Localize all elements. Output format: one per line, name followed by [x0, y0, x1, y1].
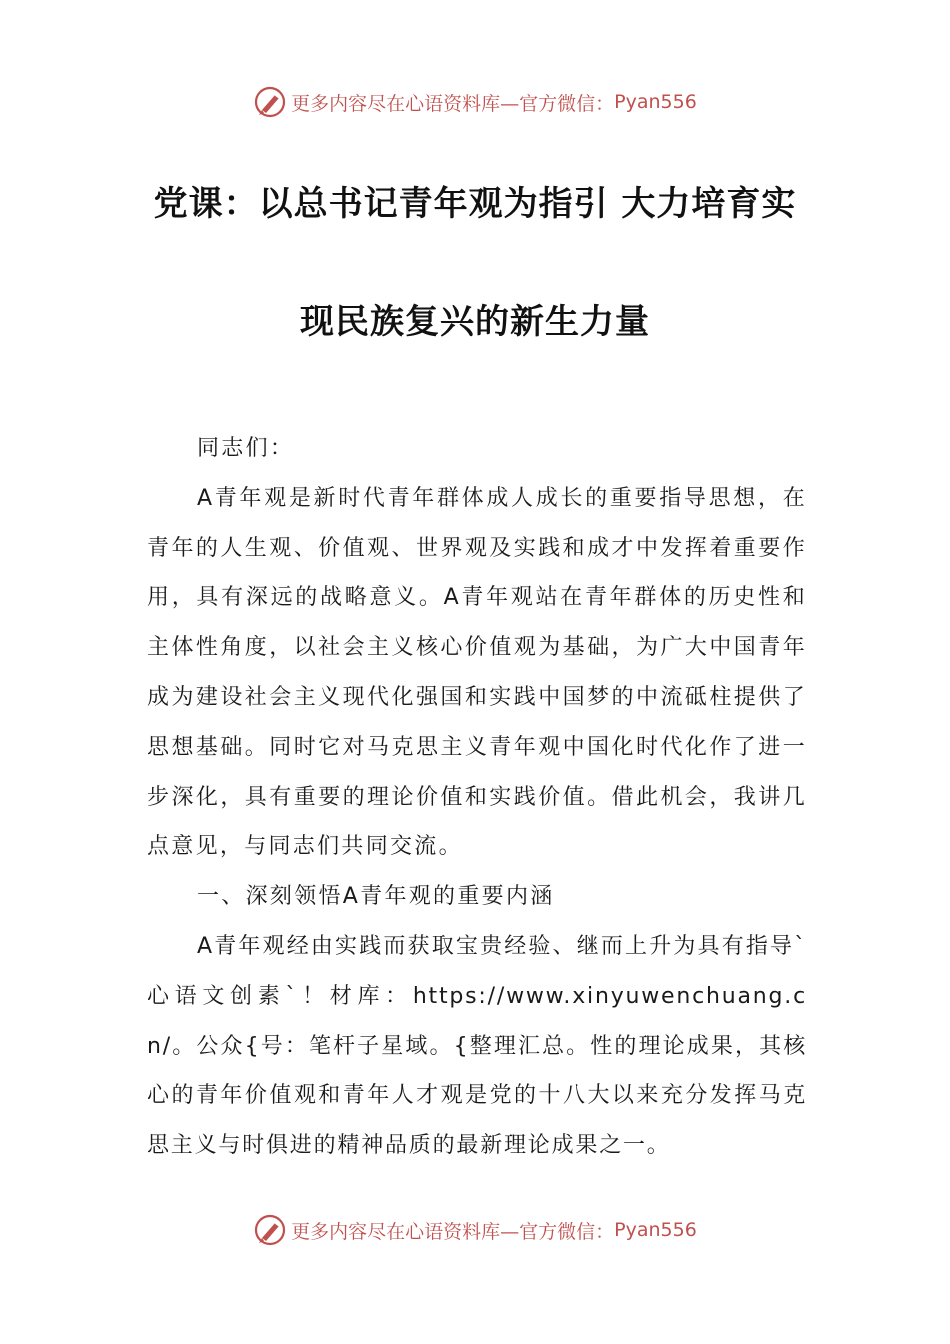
- pen-nib-logo-icon: [253, 85, 287, 119]
- document-title-line-2: 现民族复兴的新生力量: [300, 302, 650, 342]
- banner-text: 更多内容尽在心语资料库—官方微信：: [291, 92, 615, 115]
- paragraph-intro: A青年观是新时代青年群体成人成长的重要指导思想，在青年的人生观、价值观、世界观及实践和成才中发挥着重要作用，具有深远的战略意义。A青年观站在青年群体的历史性和主体性角度，以社会主义核心价值观为基础，为广大中国青年成为建设社会主义现代化强国和实践中国梦的中流砥柱提供了思想基础。同时它对马克思主义青年观中国化时代化作了进一步深化，具有重要的理论价值和实践价值。借此机会，我讲几点意见，与同志们共同交流。: [147, 485, 807, 860]
- banner-wechat-handle: Pyan556: [614, 1219, 697, 1241]
- document-body: [147, 424, 807, 1171]
- footer-banner: [0, 1210, 950, 1250]
- document-title-line-1: 党课：以总书记青年观为指引 大力培育实: [153, 184, 797, 224]
- header-banner: [0, 82, 950, 122]
- banner-text: 更多内容尽在心语资料库—官方微信：: [291, 1220, 615, 1243]
- paragraph-greeting: 同志们：: [197, 436, 295, 461]
- banner-wechat-handle: Pyan556: [614, 91, 697, 113]
- section-heading: 一、深刻领悟A青年观的重要内涵: [197, 884, 555, 910]
- paragraph-section-body: A青年观经由实践而获取宝贵经验、继而上升为具有指导`心语文创素`！材库：https://www.xinyuwenchuang.cn/。公众{号：笔杆子星域。{整理汇总。性的理论成果，其核心的青年价值观和青年人才观是党的十八大以来充分发挥马克思主义与时俱进的精神品质的最新理论成果之一。: [147, 933, 807, 1159]
- pen-nib-logo-icon: [253, 1213, 287, 1247]
